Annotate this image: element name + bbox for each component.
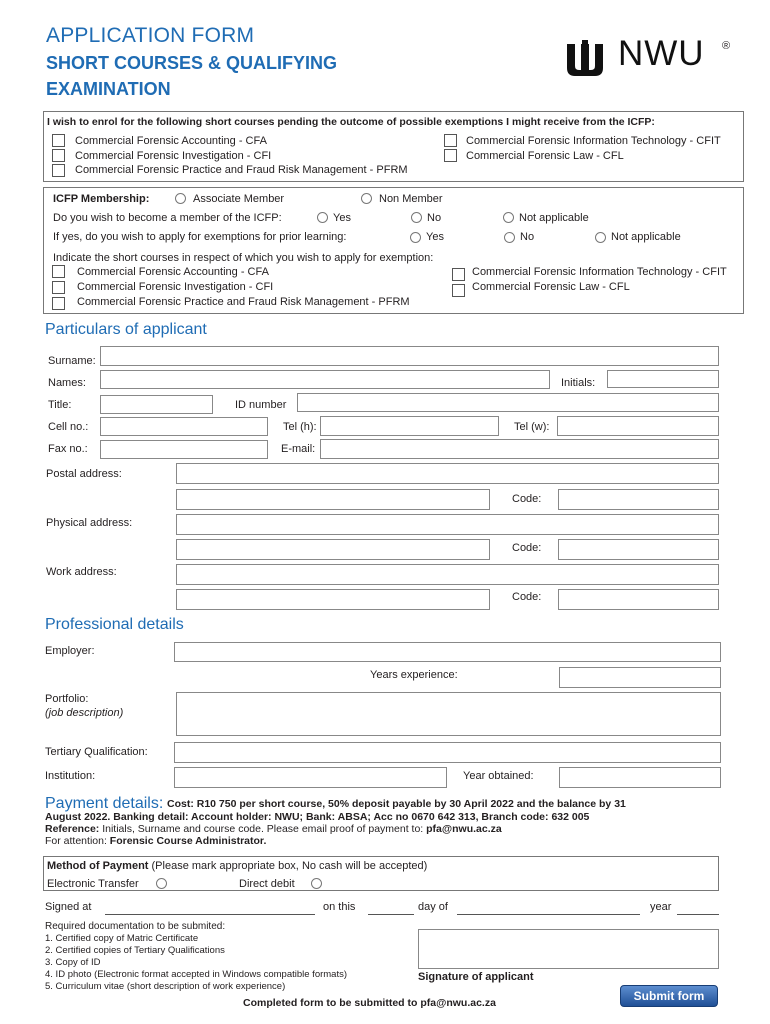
enrol-cfa-label: Commercial Forensic Accounting - CFA (75, 135, 267, 147)
work-address-label: Work address: (46, 566, 117, 578)
membership-box (43, 187, 744, 314)
payment-heading: Payment details: (45, 795, 164, 812)
years-experience-field[interactable] (559, 667, 721, 688)
payment-banking-text: August 2022. Banking detail: Account holder: NWU; Bank: ABSA; Acc no 0670 642 313, Branch code: 632 005 (45, 811, 590, 823)
postal-code-field[interactable] (558, 489, 719, 510)
registered-mark: ® (722, 40, 731, 52)
physical-address-label: Physical address: (46, 517, 133, 529)
become-member-yes-label: Yes (333, 212, 351, 224)
years-experience-label: Years experience: (370, 669, 458, 681)
completed-form-note: Completed form to be submitted to pfa@nwu.ac.za (243, 997, 496, 1009)
year-obtained-field[interactable] (559, 767, 721, 788)
tel-h-label: Tel (h): (283, 421, 317, 433)
postal-address-label: Postal address: (46, 468, 122, 480)
become-member-na-label: Not applicable (519, 212, 589, 224)
particulars-heading: Particulars of applicant (45, 321, 207, 338)
employer-label: Employer: (45, 645, 95, 657)
portfolio-field[interactable] (176, 692, 721, 736)
enrol-cfit-checkbox[interactable] (444, 134, 457, 147)
non-member-radio[interactable] (361, 193, 372, 204)
doc-item: 4. ID photo (Electronic format accepted in Windows compatible formats) (45, 969, 348, 980)
initials-field[interactable] (607, 370, 719, 388)
exempt-pfrm-checkbox[interactable] (52, 297, 65, 310)
on-this-label: on this (323, 901, 356, 913)
nwu-logo-icon (565, 38, 613, 78)
payment-method-note: (Please mark appropriate box, (151, 860, 299, 872)
enrol-pfrm-label: Commercial Forensic Practice and Fraud Risk Management - PFRM (75, 164, 408, 176)
email-field[interactable] (320, 439, 719, 459)
indicate-exemption-text: Indicate the short courses in respect of which you wish to apply for exemption: (53, 252, 434, 264)
attention-label: For attention: (45, 835, 107, 847)
postal-code-label: Code: (512, 493, 542, 505)
physical-code-label: Code: (512, 542, 542, 554)
postal-address-line2[interactable] (176, 489, 490, 510)
exempt-cfi-label: Commercial Forensic Investigation - CFI (77, 281, 274, 293)
portfolio-sublabel: (job description) (45, 707, 124, 719)
tertiary-qualification-label: Tertiary Qualification: (45, 746, 148, 758)
names-label: Names: (48, 377, 86, 389)
id-number-field[interactable] (297, 393, 719, 412)
payment-method-cash: No cash will be accepted) (301, 860, 428, 872)
id-number-label: ID number (235, 399, 287, 411)
postal-address-line1[interactable] (176, 463, 719, 484)
enrol-heading: I wish to enrol for the following short courses pending the outcome of possible exemptions I might receive from the ICFP: (47, 116, 655, 128)
submit-form-button[interactable]: Submit form (620, 985, 718, 1007)
fax-field[interactable] (100, 440, 268, 459)
title-field[interactable] (100, 395, 213, 414)
day-field[interactable] (368, 914, 414, 915)
doc-item: 2. Certified copies of Tertiary Qualifications (45, 945, 225, 956)
doc-item: 3. Copy of ID (45, 957, 101, 968)
exempt-pfrm-label: Commercial Forensic Practice and Fraud Risk Management - PFRM (77, 296, 410, 308)
payment-method-line (47, 860, 427, 872)
become-member-na-radio[interactable] (503, 212, 514, 223)
work-code-label: Code: (512, 591, 542, 603)
enrol-cfl-checkbox[interactable] (444, 149, 457, 162)
enrol-cfl-label: Commercial Forensic Law - CFL (466, 150, 624, 162)
month-field[interactable] (457, 914, 640, 915)
exempt-cfl-label: Commercial Forensic Law - CFL (472, 281, 630, 293)
year-obtained-label: Year obtained: (463, 770, 534, 782)
tertiary-qualification-field[interactable] (174, 742, 721, 763)
form-subtitle-2: EXAMINATION (46, 79, 171, 99)
form-subtitle-1: SHORT COURSES & QUALIFYING (46, 53, 338, 73)
work-code-field[interactable] (558, 589, 719, 610)
institution-label: Institution: (45, 770, 96, 782)
membership-label: ICFP Membership: (53, 193, 150, 205)
enrol-cfa-checkbox[interactable] (52, 134, 65, 147)
direct-debit-label: Direct debit (239, 878, 295, 890)
fax-label: Fax no.: (48, 443, 88, 455)
become-member-no-label: No (427, 212, 442, 224)
reference-email: pfa@nwu.ac.za (426, 823, 502, 835)
initials-label: Initials: (561, 377, 596, 389)
tel-h-field[interactable] (320, 416, 499, 436)
enrol-pfrm-checkbox[interactable] (52, 164, 65, 177)
exemption-no-radio[interactable] (504, 232, 515, 243)
attention-text: Forensic Course Administrator. (109, 835, 267, 847)
employer-field[interactable] (174, 642, 721, 662)
year-field[interactable] (677, 914, 719, 915)
physical-address-line1[interactable] (176, 514, 719, 535)
become-member-question: Do you wish to become a member of the ICFP: (53, 212, 282, 224)
signed-at-label: Signed at (45, 901, 92, 913)
signature-label: Signature of applicant (418, 971, 534, 983)
become-member-no-radio[interactable] (411, 212, 422, 223)
doc-item: 5. Curriculum vitae (short description of work experience) (45, 981, 286, 992)
cell-label: Cell no.: (48, 421, 89, 433)
payment-attention-line (45, 835, 266, 847)
exemption-yes-radio[interactable] (410, 232, 421, 243)
title-label: Title: (48, 399, 72, 411)
portfolio-label: Portfolio: (45, 693, 89, 705)
payment-method-label: Method of Payment (47, 860, 149, 872)
signature-field[interactable] (418, 929, 719, 969)
exemption-question: If yes, do you wish to apply for exemptions for prior learning: (53, 231, 347, 243)
day-of-label: day of (418, 901, 448, 913)
cell-field[interactable] (100, 417, 268, 436)
eft-label: Electronic Transfer (47, 878, 139, 890)
names-field[interactable] (100, 370, 550, 389)
exemption-yes-label: Yes (426, 231, 444, 243)
tel-w-label: Tel (w): (514, 421, 550, 433)
enrol-cfi-checkbox[interactable] (52, 149, 65, 162)
associate-member-radio[interactable] (175, 193, 186, 204)
professional-heading: Professional details (45, 616, 184, 633)
email-label: E-mail: (281, 443, 316, 455)
surname-label: Surname: (48, 355, 96, 367)
surname-field[interactable] (100, 346, 719, 366)
enrol-cfi-label: Commercial Forensic Investigation - CFI (75, 150, 272, 162)
eft-radio[interactable] (156, 878, 167, 889)
direct-debit-radio[interactable] (311, 878, 322, 889)
exempt-cfit-label: Commercial Forensic Information Technology - CFIT (472, 266, 727, 278)
exempt-cfa-checkbox[interactable] (52, 265, 65, 278)
payment-cost-text: Cost: R10 750 per short course, 50% deposit payable by 30 April 2022 and the balance by 31 (167, 798, 626, 810)
reference-label: Reference: (45, 823, 100, 835)
required-docs-heading: Required documentation to be submited: (45, 921, 226, 932)
exemption-na-radio[interactable] (595, 232, 606, 243)
exemption-no-label: No (520, 231, 535, 243)
form-title: APPLICATION FORM (46, 24, 255, 47)
non-member-label: Non Member (379, 193, 443, 205)
exempt-cfa-label: Commercial Forensic Accounting - CFA (77, 266, 269, 278)
associate-member-label: Associate Member (193, 193, 285, 205)
become-member-yes-radio[interactable] (317, 212, 328, 223)
exempt-cfl-checkbox[interactable] (452, 284, 465, 297)
reference-text: Initials, Surname and course code. Please email proof of payment to: (102, 823, 424, 835)
tel-w-field[interactable] (557, 416, 719, 436)
exempt-cfi-checkbox[interactable] (52, 281, 65, 294)
institution-field[interactable] (174, 767, 447, 788)
exempt-cfit-checkbox[interactable] (452, 268, 465, 281)
work-address-line2[interactable] (176, 589, 490, 610)
physical-address-line2[interactable] (176, 539, 490, 560)
year-label: year (650, 901, 672, 913)
doc-item: 1. Certified copy of Matric Certificate (45, 933, 199, 944)
physical-code-field[interactable] (558, 539, 719, 560)
signed-at-field[interactable] (105, 914, 315, 915)
exemption-na-label: Not applicable (611, 231, 681, 243)
enrol-cfit-label: Commercial Forensic Information Technology - CFIT (466, 135, 721, 147)
payment-reference-line (45, 823, 502, 835)
work-address-line1[interactable] (176, 564, 719, 585)
nwu-logo-text: NWU (618, 34, 705, 73)
